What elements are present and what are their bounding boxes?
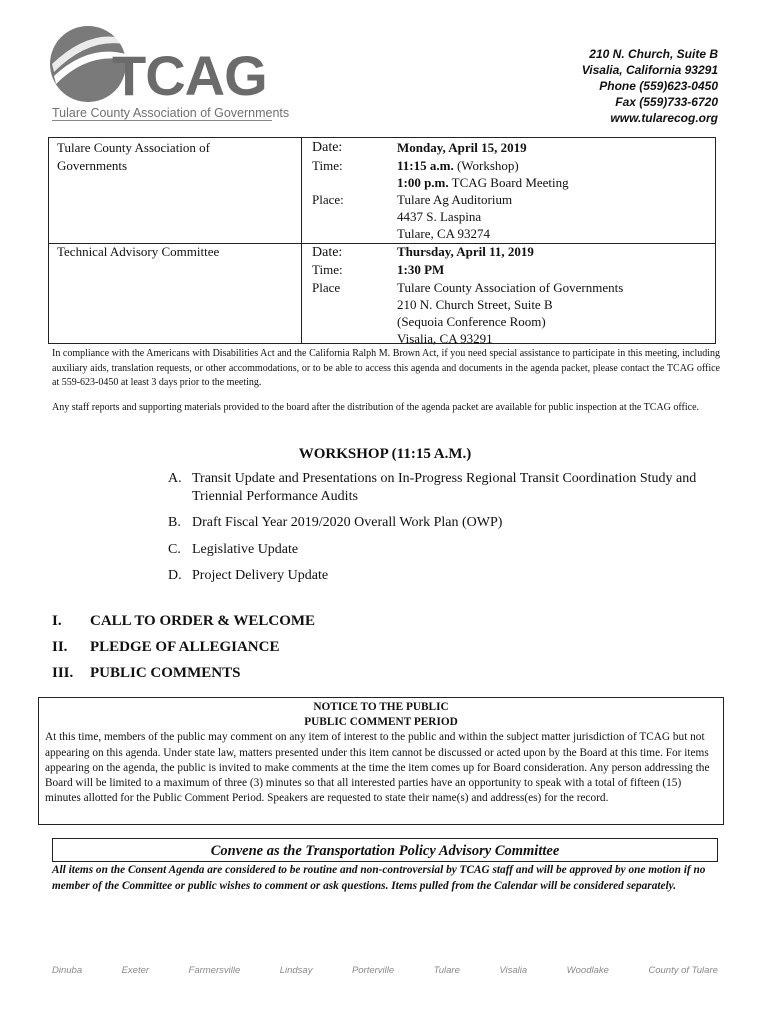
- footer-city: Tulare: [433, 965, 460, 976]
- fax-number: Fax (559)733-6720: [615, 95, 718, 109]
- meeting1-date-label: Date:: [312, 140, 343, 155]
- meeting1-date: Monday, April 15, 2019: [397, 140, 527, 155]
- meeting1-place-2: 4437 S. Laspina: [397, 209, 482, 224]
- staff-reports-notice: Any staff reports and supporting materials provided to the board after the distribution of the agenda packet are available for public inspection at the TCAG office.: [52, 402, 700, 413]
- meeting-info-table: [48, 137, 716, 344]
- meeting1-body: Tulare County Association of Governments: [57, 140, 210, 173]
- meeting2-time: 1:30 PM: [397, 262, 445, 277]
- meeting1-place-1: Tulare Ag Auditorium: [397, 192, 513, 207]
- footer-city: Woodlake: [566, 965, 609, 976]
- meeting1-time-label: Time:: [312, 158, 343, 173]
- logo-subtitle: Tulare County Association of Governments: [52, 106, 290, 120]
- notice-heading-1: NOTICE TO THE PUBLIC: [313, 701, 449, 713]
- notice-heading-2: PUBLIC COMMENT PERIOD: [304, 716, 458, 729]
- convene-heading: Convene as the Transportation Policy Advisory Committee: [52, 838, 718, 862]
- table-divider-vertical: [301, 138, 302, 343]
- phone-number: Phone (559)623-0450: [599, 79, 718, 93]
- logo-underline: [52, 120, 272, 121]
- meeting1-place-3: Tulare, CA 93274: [397, 226, 491, 241]
- notice-body: At this time, members of the public may comment on any item of interest to the public and within the subject matter jurisdiction of TCAG but not appearing on this agenda. Under state law, matters presented under this item cannot be discussed or acted upon by the Board at this time. For items appearing on the agenda, the public is invited to make comments at the time the item comes up for Board consideration. Any person addressing the Board will be limited to a maximum of three (3) minutes so that all interested parties have an opportunity to speak with a total of fifteen (15) minutes allotted for the Public Comment Period. Speakers are requested to state their name(s) and address(es) for the record.: [45, 731, 710, 805]
- meeting2-time-label: Time:: [312, 262, 343, 277]
- meeting2-place-4: Visalia, CA 93291: [397, 331, 493, 346]
- footer-city: Visalia: [499, 965, 528, 976]
- meeting2-date-label: Date:: [312, 245, 343, 260]
- meeting2-place-3: (Sequoia Conference Room): [397, 314, 546, 329]
- consent-agenda-note: All items on the Consent Agenda are considered to be routine and non-controversial by TCAG staff and will be approved by one motion if no member of the Committee or public wishes to comment or ask questions. Items pulled from the Calendar will be considered separately.: [52, 864, 706, 892]
- footer-city: Dinuba: [52, 965, 83, 976]
- logo-wordmark: TCAG: [112, 44, 267, 107]
- section-call-to-order: I. CALL TO ORDER & WELCOME: [52, 613, 316, 629]
- footer-city: Porterville: [351, 965, 395, 976]
- section-public-comments: III. PUBLIC COMMENTS: [52, 665, 241, 681]
- footer-cities: [52, 965, 718, 976]
- footer-city: Lindsay: [279, 965, 313, 976]
- public-comment-notice-box: [38, 697, 724, 825]
- contact-address-block: [582, 46, 718, 126]
- meeting2-body: Technical Advisory Committee: [57, 244, 220, 259]
- workshop-item-a: A. Transit Update and Presentations on In-Progress Regional Transit Coordination Study and Triennial Performance Audits: [168, 471, 697, 504]
- workshop-title: WORKSHOP (11:15 A.M.): [298, 446, 472, 462]
- workshop-item-c: C. Legislative Update: [168, 541, 299, 557]
- meeting1-time-board: 1:00 p.m. TCAG Board Meeting: [397, 175, 569, 190]
- meeting2-place-2: 210 N. Church Street, Suite B: [397, 297, 553, 312]
- meeting1-time-workshop: 11:15 a.m. (Workshop): [397, 158, 519, 173]
- footer-city: Exeter: [121, 965, 150, 976]
- workshop-list: [168, 470, 728, 594]
- workshop-item-d: D. Project Delivery Update: [168, 568, 329, 583]
- workshop-item-b: B. Draft Fiscal Year 2019/2020 Overall Work Plan (OWP): [168, 515, 503, 530]
- meeting2-date: Thursday, April 11, 2019: [397, 244, 534, 259]
- meeting1-place-label: Place:: [312, 192, 344, 207]
- section-pledge: II. PLEDGE OF ALLEGIANCE: [52, 639, 280, 655]
- website-link[interactable]: www.tularecog.org: [610, 111, 718, 125]
- footer-city: Farmersville: [188, 965, 241, 976]
- address-line-2: Visalia, California 93291: [581, 63, 718, 77]
- footer-city: County of Tulare: [648, 965, 718, 976]
- tcag-logo: [48, 24, 290, 124]
- ada-notice: In compliance with the Americans with Disabilities Act and the California Ralph M. Brown Act, if you need special assistance to participate in this meeting, including auxiliary aids, translation requests, or other accommodations, or to be able to access this agenda and documents in the agenda packet, please contact the TCAG office at 559-623-0450 at least 3 days prior to the meeting.: [52, 348, 720, 388]
- meeting2-place-label: Place: [312, 280, 341, 295]
- address-line-1: 210 N. Church, Suite B: [589, 47, 718, 61]
- meeting2-place-1: Tulare County Association of Governments: [397, 280, 624, 295]
